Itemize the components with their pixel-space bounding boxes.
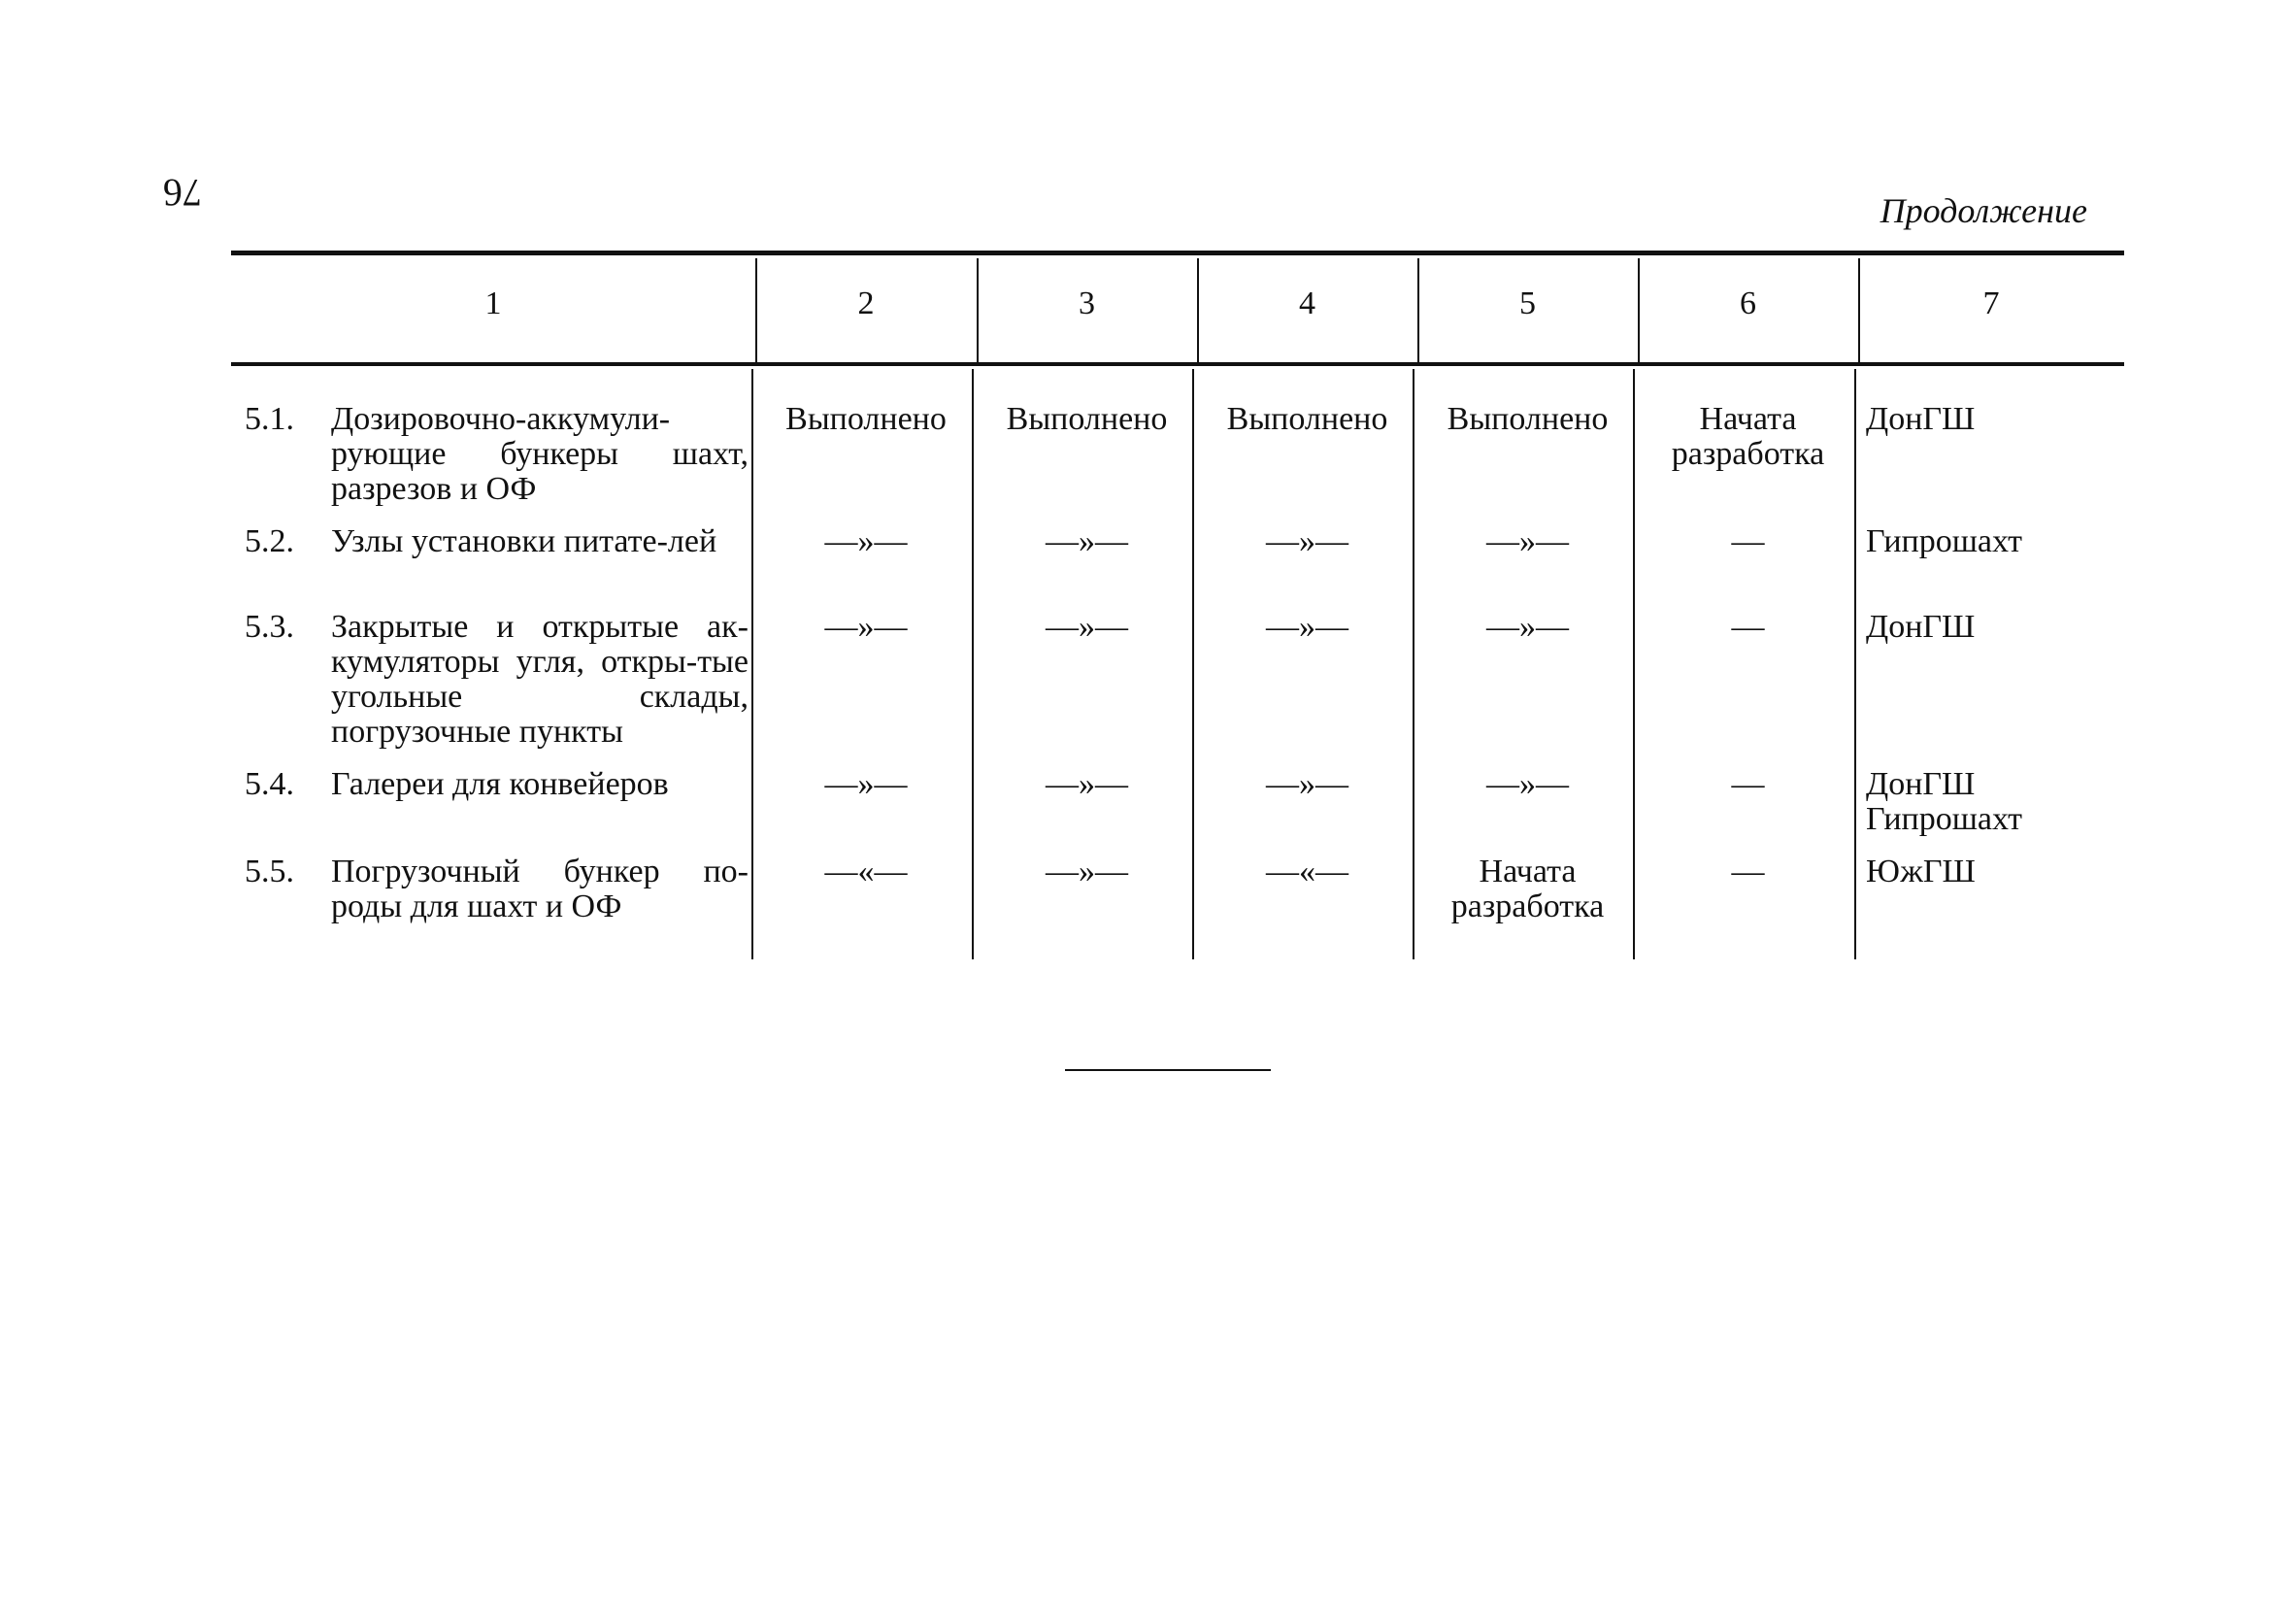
continuation-label: Продолжение	[1880, 191, 2087, 230]
cell-col2: —»—	[824, 766, 908, 802]
row-number: 5.3.	[245, 609, 294, 645]
cell-col2: —«—	[824, 854, 908, 889]
column-divider	[751, 369, 753, 959]
column-header: 4	[1299, 285, 1315, 321]
closing-rule	[1065, 1069, 1271, 1071]
cell-col3: —»—	[1046, 766, 1128, 802]
row-number: 5.1.	[245, 401, 294, 437]
row-description: Галереи для конвейеров	[331, 766, 669, 802]
cell-col7: Гипрошахт	[1866, 523, 2023, 559]
cell-col4: —»—	[1266, 523, 1348, 559]
row-number: 5.4.	[245, 766, 294, 802]
cell-col6: —	[1731, 854, 1765, 889]
cell-col3: —»—	[1046, 523, 1128, 559]
cell-col6: —	[1731, 523, 1765, 559]
page-number: 76	[163, 171, 202, 215]
cell-col7: ЮжГШ	[1866, 854, 1976, 889]
row-description: Узлы установки питате-лей	[331, 523, 717, 559]
cell-col3: Выполнено	[1006, 401, 1168, 437]
column-header: 1	[484, 285, 502, 321]
row-number: 5.2.	[245, 523, 294, 559]
cell-col5: —»—	[1486, 523, 1569, 559]
table-top-rule	[231, 251, 2124, 255]
cell-col4: Выполнено	[1226, 401, 1388, 437]
cell-col2: —»—	[824, 609, 908, 645]
cell-col2: Выполнено	[785, 401, 947, 437]
column-header: 7	[1982, 285, 2000, 321]
cell-col5: Выполнено	[1447, 401, 1609, 437]
cell-col5: —»—	[1486, 766, 1569, 802]
row-description: Дозировочно-аккумули-рующие бункеры шахт, разрезов и ОФ	[331, 401, 749, 507]
cell-col5: Начата разработка	[1450, 854, 1605, 924]
column-header: 3	[1079, 285, 1095, 321]
cell-col4: —»—	[1266, 609, 1348, 645]
cell-col7: ДонГШ	[1866, 401, 1976, 437]
cell-col2: —»—	[824, 523, 908, 559]
row-description: Закрытые и открытые ак-кумуляторы угля, откры-тые угольные склады, погрузочные пункты	[331, 609, 749, 750]
cell-col6: Начата разработка	[1671, 401, 1825, 472]
cell-col3: —»—	[1046, 854, 1128, 889]
column-header: 2	[857, 285, 875, 321]
cell-col7: ДонГШ	[1866, 609, 1976, 645]
row-description: Погрузочный бункер по-роды для шахт и ОФ	[331, 854, 749, 924]
header-bottom-rule	[231, 362, 2124, 366]
column-header: 5	[1519, 285, 1536, 321]
column-header: 6	[1740, 285, 1756, 321]
cell-col3: —»—	[1046, 609, 1128, 645]
cell-col7: ДонГШ Гипрошахт	[1866, 766, 2023, 837]
cell-col4: —«—	[1266, 854, 1348, 889]
cell-col4: —»—	[1266, 766, 1348, 802]
row-number: 5.5.	[245, 854, 294, 889]
cell-col5: —»—	[1486, 609, 1569, 645]
cell-col6: —	[1731, 766, 1765, 802]
cell-col6: —	[1731, 609, 1765, 645]
